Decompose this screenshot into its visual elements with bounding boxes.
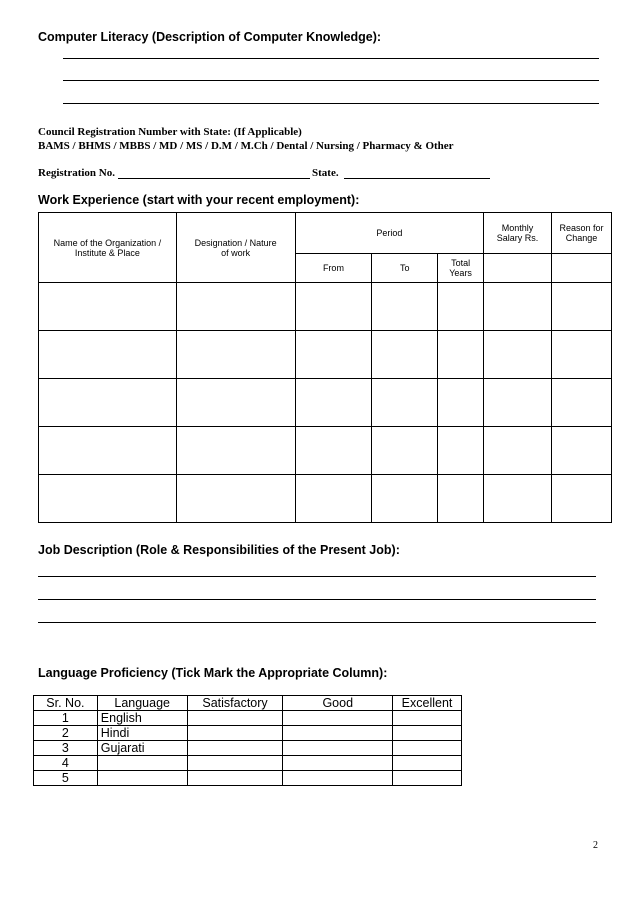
council-registration-heading: Council Registration Number with State: (If Applicable) — [38, 126, 302, 138]
satisfactory-cell[interactable] — [187, 771, 283, 786]
col-header-from: From — [295, 254, 372, 283]
salary-cell[interactable] — [484, 475, 552, 523]
page-number: 2 — [593, 840, 598, 851]
lang-col-excellent: Excellent — [393, 696, 462, 711]
job-description-line-2[interactable] — [38, 599, 596, 600]
registration-no-field[interactable] — [118, 178, 310, 179]
language-row — [34, 711, 462, 726]
salary-subcell — [484, 254, 552, 283]
total-years-cell[interactable] — [438, 331, 484, 379]
lang-col-satisfactory: Satisfactory — [187, 696, 283, 711]
designation-cell[interactable] — [176, 475, 295, 523]
language-proficiency-table — [33, 695, 462, 786]
lang-col-good: Good — [283, 696, 393, 711]
language-row — [34, 771, 462, 786]
job-description-line-3[interactable] — [38, 622, 596, 623]
lang-col-language: Language — [97, 696, 187, 711]
job-description-heading: Job Description (Role & Responsibilities of the Present Job): — [38, 543, 400, 557]
language-row — [34, 741, 462, 756]
excellent-cell[interactable] — [393, 726, 462, 741]
work-experience-row — [39, 283, 612, 331]
org-cell[interactable] — [39, 427, 177, 475]
language-name-cell: Gujarati — [97, 741, 187, 756]
col-header-salary: Monthly Salary Rs. — [484, 213, 552, 254]
col-header-total-years: Total Years — [438, 254, 484, 283]
salary-cell[interactable] — [484, 331, 552, 379]
salary-cell[interactable] — [484, 427, 552, 475]
from-cell[interactable] — [295, 427, 372, 475]
to-cell[interactable] — [372, 331, 438, 379]
total-years-cell[interactable] — [438, 379, 484, 427]
good-cell[interactable] — [283, 711, 393, 726]
excellent-cell[interactable] — [393, 771, 462, 786]
language-row — [34, 756, 462, 771]
computer-literacy-line-3[interactable] — [63, 103, 599, 104]
registration-no-label: Registration No. — [38, 167, 115, 179]
salary-cell[interactable] — [484, 379, 552, 427]
satisfactory-cell[interactable] — [187, 726, 283, 741]
org-cell[interactable] — [39, 331, 177, 379]
reason-cell[interactable] — [552, 331, 612, 379]
sr-no-cell: 2 — [34, 726, 98, 741]
from-cell[interactable] — [295, 331, 372, 379]
work-experience-table — [38, 212, 612, 523]
language-row — [34, 726, 462, 741]
reason-cell[interactable] — [552, 283, 612, 331]
sr-no-cell: 1 — [34, 711, 98, 726]
reason-cell[interactable] — [552, 475, 612, 523]
computer-literacy-heading: Computer Literacy (Description of Computer Knowledge): — [38, 30, 382, 44]
sr-no-cell: 4 — [34, 756, 98, 771]
to-cell[interactable] — [372, 283, 438, 331]
from-cell[interactable] — [295, 283, 372, 331]
total-years-cell[interactable] — [438, 427, 484, 475]
reason-subcell — [552, 254, 612, 283]
reason-cell[interactable] — [552, 427, 612, 475]
language-proficiency-heading: Language Proficiency (Tick Mark the Appropriate Column): — [38, 666, 388, 680]
to-cell[interactable] — [372, 427, 438, 475]
designation-cell[interactable] — [176, 379, 295, 427]
excellent-cell[interactable] — [393, 741, 462, 756]
satisfactory-cell[interactable] — [187, 741, 283, 756]
col-header-designation: Designation / Nature of work — [176, 213, 295, 283]
satisfactory-cell[interactable] — [187, 711, 283, 726]
from-cell[interactable] — [295, 475, 372, 523]
total-years-cell[interactable] — [438, 475, 484, 523]
col-header-period: Period — [295, 213, 484, 254]
total-years-cell[interactable] — [438, 283, 484, 331]
reason-cell[interactable] — [552, 379, 612, 427]
designation-cell[interactable] — [176, 331, 295, 379]
good-cell[interactable] — [283, 741, 393, 756]
language-name-cell: Hindi — [97, 726, 187, 741]
col-header-reason: Reason for Change — [552, 213, 612, 254]
designation-cell[interactable] — [176, 427, 295, 475]
to-cell[interactable] — [372, 379, 438, 427]
work-experience-row — [39, 379, 612, 427]
to-cell[interactable] — [372, 475, 438, 523]
computer-literacy-line-2[interactable] — [63, 80, 599, 81]
org-cell[interactable] — [39, 283, 177, 331]
state-field[interactable] — [344, 178, 490, 179]
good-cell[interactable] — [283, 756, 393, 771]
good-cell[interactable] — [283, 726, 393, 741]
from-cell[interactable] — [295, 379, 372, 427]
sr-no-cell: 5 — [34, 771, 98, 786]
satisfactory-cell[interactable] — [187, 756, 283, 771]
designation-cell[interactable] — [176, 283, 295, 331]
excellent-cell[interactable] — [393, 756, 462, 771]
org-cell[interactable] — [39, 379, 177, 427]
excellent-cell[interactable] — [393, 711, 462, 726]
work-experience-heading: Work Experience (start with your recent employment): — [38, 193, 360, 207]
work-experience-row — [39, 475, 612, 523]
council-courses-list: BAMS / BHMS / MBBS / MD / MS / D.M / M.Ch / Dental / Nursing / Pharmacy & Other — [38, 140, 454, 152]
col-header-organization: Name of the Organization / Institute & Place — [39, 213, 177, 283]
language-name-cell: English — [97, 711, 187, 726]
language-name-cell — [97, 771, 187, 786]
good-cell[interactable] — [283, 771, 393, 786]
job-description-line-1[interactable] — [38, 576, 596, 577]
salary-cell[interactable] — [484, 283, 552, 331]
language-name-cell — [97, 756, 187, 771]
computer-literacy-line-1[interactable] — [63, 58, 599, 59]
state-label: State. — [312, 167, 339, 179]
org-cell[interactable] — [39, 475, 177, 523]
work-experience-row — [39, 331, 612, 379]
work-experience-row — [39, 427, 612, 475]
col-header-to: To — [372, 254, 438, 283]
sr-no-cell: 3 — [34, 741, 98, 756]
lang-col-srno: Sr. No. — [34, 696, 98, 711]
